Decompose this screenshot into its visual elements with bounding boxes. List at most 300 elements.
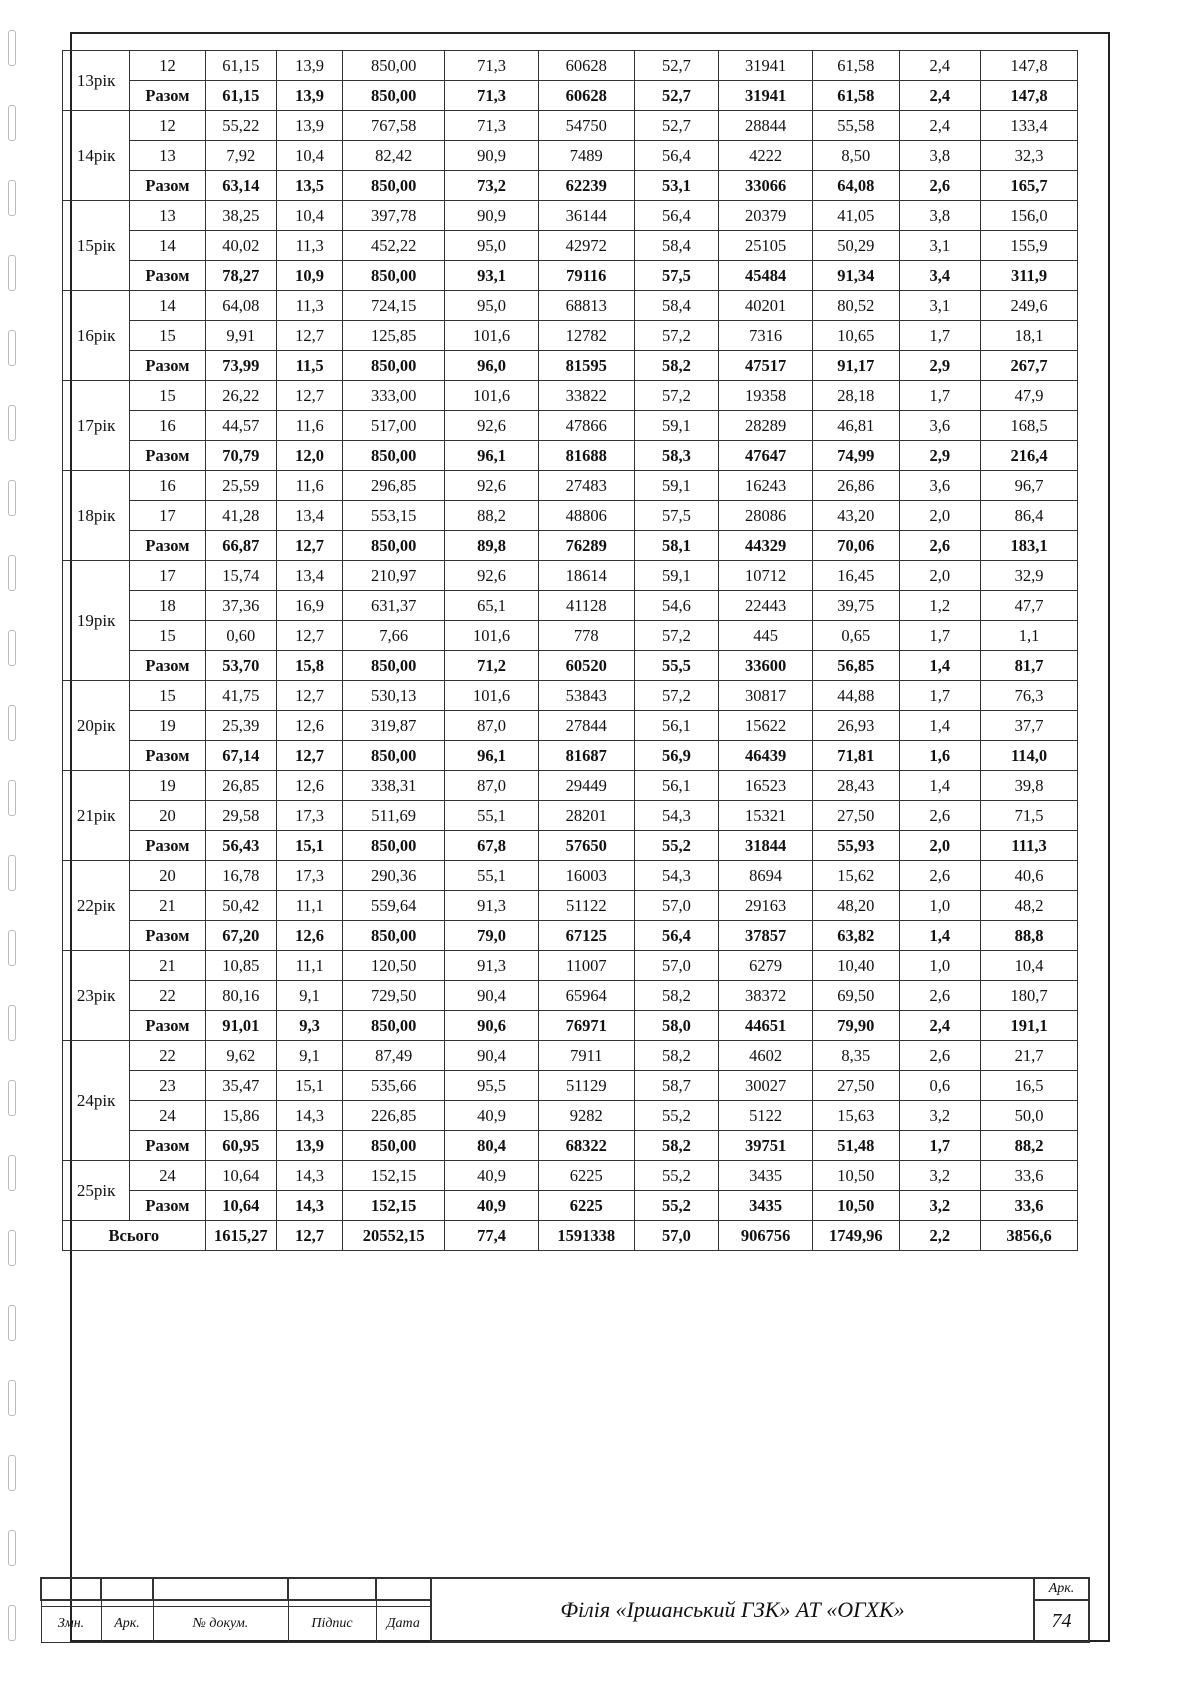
table-cell: 319,87: [343, 711, 445, 741]
subtotal-cell: 56,4: [634, 921, 719, 951]
table-cell: 8694: [719, 861, 813, 891]
subtotal-label: Разом: [130, 651, 205, 681]
table-cell: 76,3: [981, 681, 1078, 711]
block-number-cell: 15: [130, 381, 205, 411]
table-cell: 168,5: [981, 411, 1078, 441]
table-cell: 53843: [538, 681, 634, 711]
table-cell: 11,6: [276, 411, 342, 441]
binding-hole: [8, 630, 16, 666]
subtotal-cell: 68322: [538, 1131, 634, 1161]
table-cell: 25105: [719, 231, 813, 261]
table-cell: 724,15: [343, 291, 445, 321]
subtotal-cell: 12,6: [276, 921, 342, 951]
block-number-cell: 15: [130, 681, 205, 711]
subtotal-row: [63, 1191, 1078, 1221]
binding-hole: [8, 1230, 16, 1266]
block-number-cell: 14: [130, 291, 205, 321]
table-cell: 10,64: [205, 1161, 276, 1191]
table-cell: 338,31: [343, 771, 445, 801]
subtotal-cell: 44329: [719, 531, 813, 561]
year-label: 24рік: [63, 1041, 130, 1161]
subtotal-cell: 78,27: [205, 261, 276, 291]
subtotal-cell: 152,15: [343, 1191, 445, 1221]
binding-hole: [8, 330, 16, 366]
table-cell: 60628: [538, 51, 634, 81]
table-cell: 90,4: [445, 981, 539, 1011]
table-cell: 29163: [719, 891, 813, 921]
table-cell: 57,2: [634, 621, 719, 651]
table-cell: 87,49: [343, 1041, 445, 1071]
table-cell: 3,6: [899, 411, 981, 441]
table-cell: 95,0: [445, 231, 539, 261]
subtotal-cell: 850,00: [343, 531, 445, 561]
subtotal-cell: 14,3: [276, 1191, 342, 1221]
title-block-cell: [101, 1578, 153, 1600]
table-cell: 22443: [719, 591, 813, 621]
table-cell: 32,3: [981, 141, 1078, 171]
subtotal-cell: 91,17: [812, 351, 899, 381]
table-cell: 729,50: [343, 981, 445, 1011]
table-cell: 147,8: [981, 51, 1078, 81]
subtotal-cell: 62239: [538, 171, 634, 201]
table-cell: 92,6: [445, 411, 539, 441]
table-cell: 6225: [538, 1161, 634, 1191]
table-cell: 64,08: [205, 291, 276, 321]
block-number-cell: 20: [130, 801, 205, 831]
table-cell: 26,93: [812, 711, 899, 741]
table-row: [63, 621, 1078, 651]
table-cell: 50,0: [981, 1101, 1078, 1131]
subtotal-cell: 91,34: [812, 261, 899, 291]
block-number-cell: 18: [130, 591, 205, 621]
table-cell: 28,43: [812, 771, 899, 801]
organization-name: Філія «Іршанський ГЗК» АТ «ОГХК»: [431, 1578, 1034, 1642]
binding-hole: [8, 855, 16, 891]
table-row: [63, 381, 1078, 411]
subtotal-row: [63, 441, 1078, 471]
subtotal-cell: 40,9: [445, 1191, 539, 1221]
table-cell: 8,35: [812, 1041, 899, 1071]
subtotal-cell: 81687: [538, 741, 634, 771]
table-cell: 31941: [719, 51, 813, 81]
binding-hole: [8, 1005, 16, 1041]
year-label: 18рік: [63, 471, 130, 561]
table-cell: 101,6: [445, 321, 539, 351]
subtotal-cell: 191,1: [981, 1011, 1078, 1041]
table-cell: 38372: [719, 981, 813, 1011]
subtotal-cell: 15,8: [276, 651, 342, 681]
table-cell: 9,1: [276, 981, 342, 1011]
subtotal-cell: 2,6: [899, 171, 981, 201]
subtotal-cell: 55,2: [634, 831, 719, 861]
table-cell: 133,4: [981, 111, 1078, 141]
subtotal-row: [63, 741, 1078, 771]
table-cell: 95,5: [445, 1071, 539, 1101]
table-cell: 48806: [538, 501, 634, 531]
table-cell: 10,65: [812, 321, 899, 351]
table-cell: 11007: [538, 951, 634, 981]
subtotal-cell: 10,64: [205, 1191, 276, 1221]
table-cell: 40,9: [445, 1101, 539, 1131]
table-cell: 1,7: [899, 321, 981, 351]
sheet-label: Арк.: [1034, 1578, 1089, 1600]
table-row: [63, 681, 1078, 711]
table-cell: 50,29: [812, 231, 899, 261]
table-cell: 37,36: [205, 591, 276, 621]
table-cell: 26,22: [205, 381, 276, 411]
grand-total-cell: 1749,96: [812, 1221, 899, 1251]
year-label: 21рік: [63, 771, 130, 861]
subtotal-cell: 61,15: [205, 81, 276, 111]
table-cell: 54,3: [634, 861, 719, 891]
subtotal-row: [63, 831, 1078, 861]
table-cell: 10,4: [981, 951, 1078, 981]
binding-hole: [8, 1605, 16, 1641]
table-cell: 33822: [538, 381, 634, 411]
table-cell: 13,4: [276, 561, 342, 591]
table-cell: 1,1: [981, 621, 1078, 651]
year-label: 16рік: [63, 291, 130, 381]
table-cell: 36144: [538, 201, 634, 231]
subtotal-cell: 73,99: [205, 351, 276, 381]
table-cell: 80,52: [812, 291, 899, 321]
subtotal-cell: 55,2: [634, 1191, 719, 1221]
subtotal-cell: 850,00: [343, 261, 445, 291]
table-cell: 290,36: [343, 861, 445, 891]
table-cell: 54,6: [634, 591, 719, 621]
table-cell: 9,91: [205, 321, 276, 351]
table-cell: 16,78: [205, 861, 276, 891]
binding-hole: [8, 555, 16, 591]
subtotal-cell: 80,4: [445, 1131, 539, 1161]
table-cell: 59,1: [634, 411, 719, 441]
table-cell: 16,5: [981, 1071, 1078, 1101]
table-cell: 41128: [538, 591, 634, 621]
subtotal-cell: 63,14: [205, 171, 276, 201]
table-cell: 28086: [719, 501, 813, 531]
block-number-cell: 15: [130, 621, 205, 651]
table-cell: 65,1: [445, 591, 539, 621]
subtotal-cell: 57,5: [634, 261, 719, 291]
table-cell: 16523: [719, 771, 813, 801]
subtotal-cell: 183,1: [981, 531, 1078, 561]
subtotal-cell: 13,9: [276, 81, 342, 111]
table-cell: 10712: [719, 561, 813, 591]
table-cell: 1,4: [899, 771, 981, 801]
binding-hole: [8, 780, 16, 816]
table-cell: 58,7: [634, 1071, 719, 1101]
table-cell: 9282: [538, 1101, 634, 1131]
binding-holes: [8, 10, 16, 1670]
table-cell: 517,00: [343, 411, 445, 441]
subtotal-cell: 96,1: [445, 741, 539, 771]
table-cell: 535,66: [343, 1071, 445, 1101]
subtotal-cell: 33600: [719, 651, 813, 681]
block-number-cell: 16: [130, 411, 205, 441]
table-cell: 18,1: [981, 321, 1078, 351]
table-cell: 39,75: [812, 591, 899, 621]
subtotal-cell: 67125: [538, 921, 634, 951]
table-cell: 13,9: [276, 111, 342, 141]
table-cell: 71,5: [981, 801, 1078, 831]
table-row: [63, 141, 1078, 171]
table-cell: 82,42: [343, 141, 445, 171]
table-cell: 88,2: [445, 501, 539, 531]
subtotal-cell: 58,2: [634, 1131, 719, 1161]
table-cell: 3,8: [899, 201, 981, 231]
title-block-cell: [376, 1578, 431, 1600]
grand-total-cell: 57,0: [634, 1221, 719, 1251]
subtotal-cell: 79116: [538, 261, 634, 291]
table-cell: 14,3: [276, 1101, 342, 1131]
table-cell: 12,6: [276, 711, 342, 741]
table-cell: 16,9: [276, 591, 342, 621]
subtotal-cell: 47647: [719, 441, 813, 471]
subtotal-label: Разом: [130, 1191, 205, 1221]
subtotal-cell: 39751: [719, 1131, 813, 1161]
year-label: 22рік: [63, 861, 130, 951]
table-cell: 52,7: [634, 51, 719, 81]
table-cell: 6279: [719, 951, 813, 981]
table-cell: 51122: [538, 891, 634, 921]
table-cell: 56,4: [634, 201, 719, 231]
table-cell: 57,2: [634, 321, 719, 351]
subtotal-cell: 58,3: [634, 441, 719, 471]
table-cell: 4222: [719, 141, 813, 171]
table-cell: 47,7: [981, 591, 1078, 621]
table-cell: 57,5: [634, 501, 719, 531]
block-number-cell: 21: [130, 891, 205, 921]
table-cell: 7911: [538, 1041, 634, 1071]
block-number-cell: 17: [130, 501, 205, 531]
table-row: [63, 111, 1078, 141]
subtotal-cell: 66,87: [205, 531, 276, 561]
subtotal-row: [63, 171, 1078, 201]
subtotal-row: [63, 1011, 1078, 1041]
subtotal-row: [63, 921, 1078, 951]
block-number-cell: 15: [130, 321, 205, 351]
binding-hole: [8, 1305, 16, 1341]
table-cell: 778: [538, 621, 634, 651]
subtotal-row: [63, 1131, 1078, 1161]
subtotal-cell: 13,5: [276, 171, 342, 201]
table-cell: 2,0: [899, 501, 981, 531]
table-cell: 55,2: [634, 1161, 719, 1191]
table-cell: 40,9: [445, 1161, 539, 1191]
table-cell: 55,1: [445, 861, 539, 891]
table-cell: 3,1: [899, 291, 981, 321]
subtotal-label: Разом: [130, 1131, 205, 1161]
year-label: 14рік: [63, 111, 130, 201]
grand-total-cell: 12,7: [276, 1221, 342, 1251]
subtotal-cell: 6225: [538, 1191, 634, 1221]
table-row: [63, 1041, 1078, 1071]
table-cell: 101,6: [445, 681, 539, 711]
table-cell: 10,85: [205, 951, 276, 981]
table-cell: 2,0: [899, 561, 981, 591]
table-cell: 10,50: [812, 1161, 899, 1191]
table-cell: 28844: [719, 111, 813, 141]
table-cell: 3435: [719, 1161, 813, 1191]
subtotal-cell: 63,82: [812, 921, 899, 951]
subtotal-cell: 1,4: [899, 651, 981, 681]
table-cell: 69,50: [812, 981, 899, 1011]
binding-hole: [8, 930, 16, 966]
col-ark-label: Арк.: [101, 1607, 153, 1643]
table-cell: 397,78: [343, 201, 445, 231]
subtotal-cell: 850,00: [343, 1011, 445, 1041]
subtotal-cell: 1,6: [899, 741, 981, 771]
subtotal-label: Разом: [130, 741, 205, 771]
subtotal-row: [63, 651, 1078, 681]
table-cell: 41,28: [205, 501, 276, 531]
table-row: [63, 411, 1078, 441]
col-zmin-label: Змн.: [41, 1607, 101, 1643]
subtotal-cell: 64,08: [812, 171, 899, 201]
title-block: [40, 1577, 1090, 1643]
table-cell: 5122: [719, 1101, 813, 1131]
block-number-cell: 17: [130, 561, 205, 591]
table-cell: 27,50: [812, 1071, 899, 1101]
table-cell: 16003: [538, 861, 634, 891]
table-cell: 91,3: [445, 891, 539, 921]
table-row: [63, 1101, 1078, 1131]
subtotal-cell: 850,00: [343, 651, 445, 681]
table-cell: 40201: [719, 291, 813, 321]
table-cell: 1,7: [899, 621, 981, 651]
year-label: 17рік: [63, 381, 130, 471]
table-cell: 48,20: [812, 891, 899, 921]
table-cell: 90,9: [445, 201, 539, 231]
table-cell: 155,9: [981, 231, 1078, 261]
subtotal-row: [63, 81, 1078, 111]
grand-total-row: [63, 1221, 1078, 1251]
table-cell: 50,42: [205, 891, 276, 921]
subtotal-cell: 52,7: [634, 81, 719, 111]
subtotal-cell: 2,9: [899, 441, 981, 471]
subtotal-cell: 81595: [538, 351, 634, 381]
subtotal-label: Разом: [130, 261, 205, 291]
subtotal-label: Разом: [130, 831, 205, 861]
table-cell: 152,15: [343, 1161, 445, 1191]
table-cell: 37,7: [981, 711, 1078, 741]
table-cell: 1,7: [899, 381, 981, 411]
table-cell: 57,2: [634, 681, 719, 711]
binding-hole: [8, 1380, 16, 1416]
table-cell: 91,3: [445, 951, 539, 981]
table-cell: 559,64: [343, 891, 445, 921]
grand-total-cell: 2,2: [899, 1221, 981, 1251]
subtotal-cell: 114,0: [981, 741, 1078, 771]
table-cell: 92,6: [445, 471, 539, 501]
table-cell: 51129: [538, 1071, 634, 1101]
table-row: [63, 471, 1078, 501]
col-doc-label: № докум.: [153, 1607, 288, 1643]
table-cell: 12,7: [276, 321, 342, 351]
subtotal-cell: 2,9: [899, 351, 981, 381]
block-number-cell: 22: [130, 981, 205, 1011]
table-row: [63, 51, 1078, 81]
table-cell: 13,4: [276, 501, 342, 531]
subtotal-cell: 45484: [719, 261, 813, 291]
subtotal-cell: 58,2: [634, 351, 719, 381]
subtotal-cell: 74,99: [812, 441, 899, 471]
table-cell: 15,74: [205, 561, 276, 591]
table-cell: 101,6: [445, 381, 539, 411]
table-cell: 7,66: [343, 621, 445, 651]
grand-total-cell: 3856,6: [981, 1221, 1078, 1251]
subtotal-cell: 88,8: [981, 921, 1078, 951]
table-cell: 58,2: [634, 981, 719, 1011]
table-cell: 80,16: [205, 981, 276, 1011]
table-cell: 25,39: [205, 711, 276, 741]
table-cell: 27,50: [812, 801, 899, 831]
table-cell: 1,7: [899, 681, 981, 711]
year-label: 20рік: [63, 681, 130, 771]
subtotal-cell: 76971: [538, 1011, 634, 1041]
table-cell: 41,05: [812, 201, 899, 231]
table-cell: 1,2: [899, 591, 981, 621]
table-cell: 25,59: [205, 471, 276, 501]
subtotal-cell: 10,9: [276, 261, 342, 291]
year-label: 19рік: [63, 561, 130, 681]
subtotal-cell: 1,4: [899, 921, 981, 951]
table-cell: 14,3: [276, 1161, 342, 1191]
subtotal-cell: 93,1: [445, 261, 539, 291]
table-cell: 553,15: [343, 501, 445, 531]
table-cell: 3,8: [899, 141, 981, 171]
block-number-cell: 24: [130, 1161, 205, 1191]
binding-hole: [8, 1455, 16, 1491]
table-cell: 12782: [538, 321, 634, 351]
table-cell: 452,22: [343, 231, 445, 261]
table-cell: 20379: [719, 201, 813, 231]
table-row: [63, 291, 1078, 321]
binding-hole: [8, 405, 16, 441]
subtotal-cell: 1,7: [899, 1131, 981, 1161]
subtotal-cell: 267,7: [981, 351, 1078, 381]
table-row: [63, 771, 1078, 801]
table-cell: 9,1: [276, 1041, 342, 1071]
table-cell: 2,4: [899, 51, 981, 81]
table-cell: 61,15: [205, 51, 276, 81]
year-label: 25рік: [63, 1161, 130, 1221]
table-cell: 44,88: [812, 681, 899, 711]
table-cell: 47866: [538, 411, 634, 441]
block-number-cell: 12: [130, 111, 205, 141]
table-row: [63, 1071, 1078, 1101]
subtotal-cell: 2,6: [899, 531, 981, 561]
table-cell: 28,18: [812, 381, 899, 411]
subtotal-cell: 3435: [719, 1191, 813, 1221]
subtotal-cell: 51,48: [812, 1131, 899, 1161]
table-cell: 56,1: [634, 771, 719, 801]
subtotal-cell: 70,79: [205, 441, 276, 471]
table-cell: 57,0: [634, 951, 719, 981]
subtotal-row: [63, 531, 1078, 561]
table-cell: 296,85: [343, 471, 445, 501]
table-cell: 38,25: [205, 201, 276, 231]
block-number-cell: 19: [130, 711, 205, 741]
table-cell: 15,63: [812, 1101, 899, 1131]
table-cell: 43,20: [812, 501, 899, 531]
table-cell: 226,85: [343, 1101, 445, 1131]
subtotal-cell: 71,2: [445, 651, 539, 681]
grand-total-cell: 77,4: [445, 1221, 539, 1251]
subtotal-cell: 60628: [538, 81, 634, 111]
subtotal-cell: 37857: [719, 921, 813, 951]
table-cell: 9,62: [205, 1041, 276, 1071]
